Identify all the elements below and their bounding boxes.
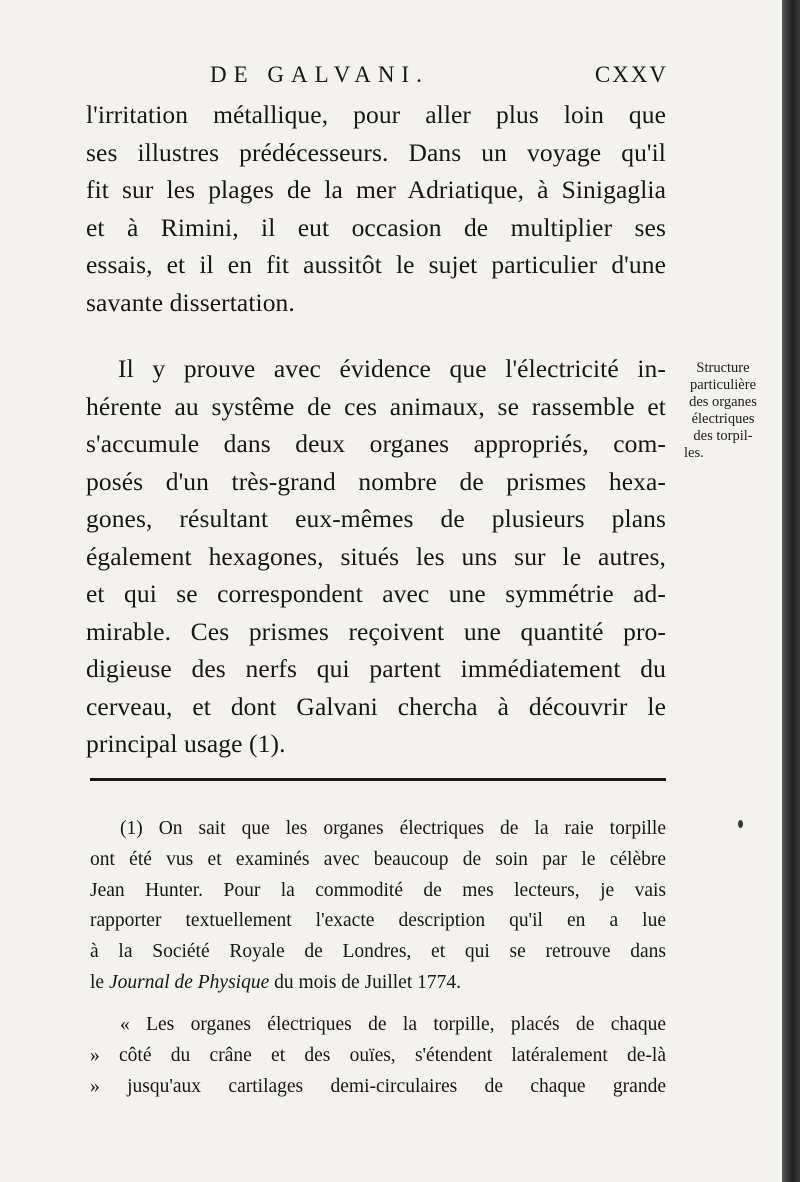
text-line: l'irritation métallique, pour aller plus loin que [86, 100, 666, 129]
text-line: mirable. Ces prismes reçoivent une quantité pro- [86, 616, 666, 646]
footnote-line: à la Société Royale de Londres, et qui se retrouve dans [90, 941, 666, 963]
text-line: et qui se correspondent avec une symmétrie ad- [86, 579, 666, 608]
footnote-line: ont été vus et examinés avec beaucoup de soin par le célèbre [90, 848, 666, 870]
footnote-line: Jean Hunter. Pour la commodité de mes lecteurs, je vais [90, 879, 666, 901]
text-line: fit sur les plages de la mer Adriatique, à Sinigaglia [86, 175, 666, 204]
footnote-text: du mois de Juillet 1774. [269, 971, 461, 993]
footnote-line: » côté du crâne et des ouïes, s'étendent latéralement de-là [90, 1044, 666, 1066]
paragraph-2 [86, 350, 666, 763]
text-line: principal usage (1). [86, 729, 286, 758]
footnote-line: » jusqu'aux cartilages demi-circulaires de chaque grande [90, 1075, 666, 1097]
text-line: et à Rimini, il eut occasion de multiplier ses [86, 212, 666, 242]
text-line: savante dissertation. [86, 287, 295, 317]
text-line: gones, résultant eux-mêmes de plusieurs plans [86, 504, 666, 533]
margin-note-line: Structure [696, 360, 750, 376]
text-line: également hexagones, situés les uns sur le autres, [86, 541, 666, 571]
journal-title: Journal de Physique [108, 971, 270, 993]
text-line: digieuse des nerfs qui partent immédiatement du [86, 654, 666, 683]
running-head [90, 58, 668, 92]
footnote-line: « Les organes électriques de la torpille, placés de chaque [120, 1014, 666, 1035]
text-line: hérente au systême de ces animaux, se rassemble et [86, 391, 666, 421]
text-line: Il y prouve avec évidence que l'électricité in- [118, 354, 666, 383]
footnote-line: (1) On sait que les organes électriques de la raie torpille [120, 818, 666, 839]
margin-note-line: électriques [691, 411, 755, 427]
margin-note-line: les. [684, 445, 704, 461]
footnote-line: rapporter textuellement l'exacte description qu'il en a lue [90, 910, 666, 932]
book-binding-edge [782, 0, 800, 1182]
footnote-text: le [90, 971, 109, 993]
footnote-line [90, 968, 666, 999]
paragraph-1 [86, 96, 666, 321]
margin-note [676, 360, 770, 462]
paper-speck [738, 820, 743, 828]
text-line: cerveau, et dont Galvani chercha à découvrir le [86, 691, 666, 721]
footnote-separator-rule [90, 778, 666, 781]
page-number: CXXV [594, 62, 668, 87]
margin-note-line: des torpil- [693, 428, 753, 444]
text-line: ses illustres prédécesseurs. Dans un voyage qu'il [86, 137, 666, 167]
text-line: s'accumule dans deux organes appropriés, com- [86, 429, 666, 458]
footnote-quotation [90, 1010, 666, 1102]
margin-note-line: particulière [689, 377, 756, 393]
text-line: essais, et il en fit aussitôt le sujet particulier d'une [86, 250, 666, 279]
text-line: posés d'un très-grand nombre de prismes hexa- [86, 466, 666, 496]
running-head-title: DE GALVANI. [210, 62, 429, 87]
margin-note-line: des organes [689, 394, 757, 410]
footnote-1 [90, 814, 666, 999]
